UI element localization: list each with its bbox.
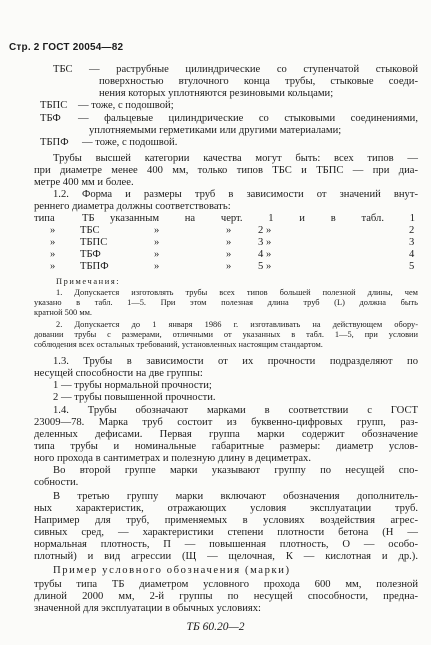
- page-header: Стр. 2 ГОСТ 20054—82: [9, 42, 124, 53]
- table-row: [0, 249, 431, 261]
- table-cell: »: [226, 225, 232, 236]
- group-item: 2 — трубы повышенной прочности.: [53, 392, 216, 403]
- table-cell: »: [154, 225, 160, 236]
- group-item: 1 — трубы нормальной прочности;: [53, 380, 212, 391]
- def-term-tbf: ТБФ: [40, 113, 61, 124]
- para4-line3: деленных дефисами. Первая группа марки содержит обозначение: [34, 429, 418, 440]
- table-row: [0, 261, 431, 273]
- def-text-tbs-line2: поверхностью втулочного конца трубы, стыковые соеди-: [99, 76, 418, 87]
- example-formula: ТБ 60.20—2: [186, 621, 245, 633]
- para4-line1: 1.4. Трубы обозначают марками в соответствии с ГОСТ: [53, 405, 418, 416]
- table-cell: 4: [409, 249, 415, 260]
- para6-line1: В третью группу марки включают обозначения дополнитель-: [53, 491, 418, 502]
- table-cell: »: [154, 249, 160, 260]
- table-cell: типа: [34, 213, 55, 224]
- table-row: [0, 225, 431, 237]
- table-cell: ТБ: [82, 213, 95, 224]
- table-cell: 3: [409, 237, 415, 248]
- table-cell: »: [226, 237, 232, 248]
- table-cell: »: [154, 237, 160, 248]
- para2-line2: реннего диаметра должны соответствовать:: [34, 201, 231, 212]
- table-row: [0, 237, 431, 249]
- para6-line5: нормальная плотность, П — повышенная плотность, О — особо-: [34, 539, 418, 550]
- note-line: 2. Допускается до 1 января 1986 г. изготавливать на действующем обору-: [56, 320, 418, 329]
- table-cell: »: [50, 261, 56, 272]
- def-text-tbpf: — тоже, с подошвой.: [82, 137, 178, 148]
- table-cell: 5: [409, 261, 415, 272]
- table-cell: »: [50, 237, 56, 248]
- notes-title: Примечания:: [56, 277, 121, 286]
- note-line: кратной 500 мм.: [34, 308, 93, 317]
- note-line: соблюдения всех остальных требований, установленных настоящим стандартом.: [34, 340, 323, 349]
- def-term-tbpf: ТБПФ: [40, 137, 69, 148]
- table-cell: 4 »: [258, 249, 272, 260]
- def-term-tbs: ТБС: [53, 64, 73, 75]
- note-line: довании трубы с размерами, отличными от указанных в табл. 1—5, при условии: [34, 330, 418, 339]
- para4-line5: ного прохода в сантиметрах и полезную длину в дециметрах.: [34, 453, 312, 464]
- para5-line1: Во второй группе марки указывают группу по несущей спо-: [53, 465, 418, 476]
- table-cell: 5 »: [258, 261, 272, 272]
- para3-line2: несущей способности на две группы:: [34, 368, 203, 379]
- table-cell: 2 »: [258, 225, 272, 236]
- table-cell: »: [50, 225, 56, 236]
- table-cell: ТБПС: [80, 237, 108, 248]
- para4-line4: типа трубы и номинальные габаритные размеры: диаметр услов-: [34, 441, 418, 452]
- para7-line3: значенной для эксплуатации в обычных условиях:: [34, 603, 261, 614]
- def-text-tbf-line1: — фальцевые цилиндрические со стыковыми соединениями,: [78, 113, 418, 124]
- para6-line2: ных характеристик, отражающих условия эксплуатации труб.: [34, 503, 418, 514]
- table-row: [0, 213, 431, 225]
- para5-line2: собности.: [34, 477, 79, 488]
- table-cell: ТБПФ: [80, 261, 109, 272]
- def-text-tbps: — тоже, с подошвой;: [78, 100, 174, 111]
- def-text-tbf-line2: уплотняемыми герметиками или другими материалами;: [89, 125, 342, 136]
- para1-line2: при диаметре менее 400 мм, только типов ТБС и ТБПС — при диа-: [34, 165, 418, 176]
- para7-line1: трубы типа ТБ диаметром условного прохода 600 мм, полезной: [34, 579, 418, 590]
- def-text-tbs-line3: нения которых уплотняются резиновыми кольцами;: [99, 88, 334, 99]
- para4-line2: 23009—78. Марка труб состоит из буквенно-цифровых групп, раз-: [34, 417, 418, 428]
- para6-line4: сивных сред, — характеристики степени плотности бетона (Н —: [34, 527, 418, 538]
- para2-line1: 1.2. Форма и размеры труб в зависимости от значений внут-: [53, 189, 418, 200]
- note-line: 1. Допускается изготовлять трубы всех типов большей полезной длины, чем: [56, 288, 418, 297]
- table-cell: указанным на черт. 1 и в табл. 1: [110, 213, 415, 224]
- table-cell: 3 »: [258, 237, 272, 248]
- para7-line2: длиной 2000 мм, 2-й группы по несущей способности, предна-: [34, 591, 418, 602]
- table-cell: 2: [409, 225, 415, 236]
- table-cell: »: [154, 261, 160, 272]
- note-line: указано в табл. 1—5. При этом полезная длина труб (L) должна быть: [34, 298, 418, 307]
- example-title: Пример условного обозначения (марки): [53, 565, 291, 576]
- def-text-tbs-line1: — раструбные цилиндрические со ступенчатой стыковой: [89, 64, 418, 75]
- def-term-tbps: ТБПС: [40, 100, 68, 111]
- table-cell: »: [50, 249, 56, 260]
- para3-line1: 1.3. Трубы в зависимости от их прочности подразделяют по: [53, 356, 418, 367]
- para1-line1: Трубы высшей категории качества могут быть: всех типов —: [53, 153, 418, 164]
- table-cell: »: [226, 249, 232, 260]
- table-cell: ТБФ: [80, 249, 101, 260]
- table-cell: »: [226, 261, 232, 272]
- table-cell: ТБС: [80, 225, 100, 236]
- para1-line3: метре 400 мм и более.: [34, 177, 134, 188]
- para6-line3: Например для труб, применяемых в условиях воздействия агрес-: [34, 515, 418, 526]
- para6-line6: плотный) и вид агрессии (Щ — щелочная, К — кислотная и др.).: [34, 551, 418, 562]
